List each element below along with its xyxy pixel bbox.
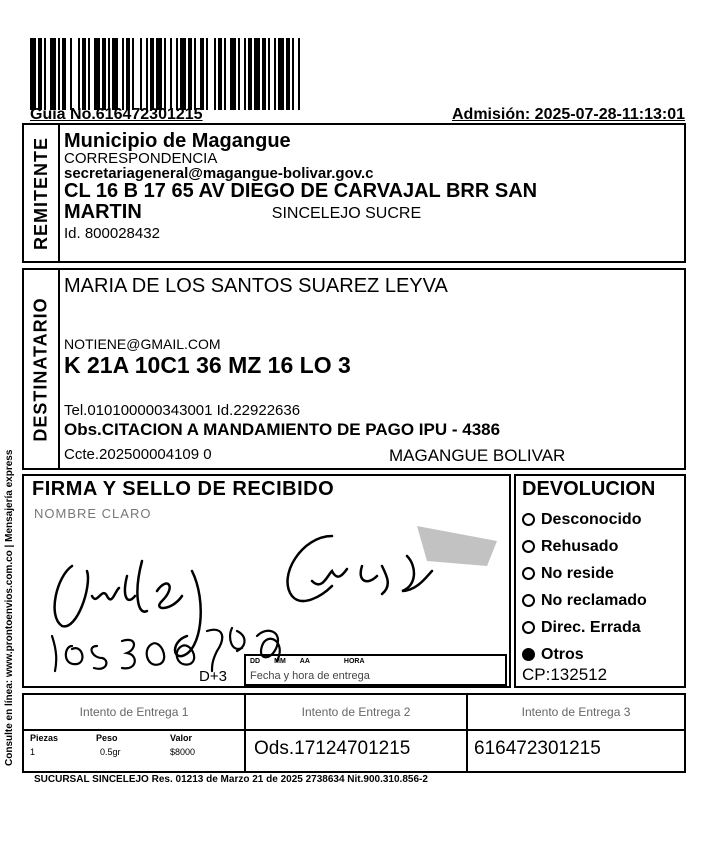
bottom-table — [22, 693, 686, 773]
piezas-value: 1 — [30, 747, 36, 757]
devolucion-options — [522, 506, 647, 668]
barcode-bar — [300, 38, 306, 110]
footer-text: SUCURSAL SINCELEJO Res. 01213 de Marzo 21 de 2025 2738634 Nit.900.310.856-2 — [34, 774, 428, 785]
radio-icon — [522, 540, 535, 553]
barcode — [30, 38, 685, 110]
destinatario-ccte: Ccte.202500004109 0 — [64, 446, 212, 463]
option-no-reside[interactable] — [522, 560, 647, 587]
remitente-dept: CORRESPONDENCIA — [64, 150, 218, 167]
guia-cell — [468, 731, 684, 771]
option-no-reclamado[interactable] — [522, 587, 647, 614]
intento-2: Intento de Entrega 2 — [246, 695, 468, 731]
destinatario-city: MAGANGUE BOLIVAR — [389, 446, 566, 465]
remitente-address-2: MARTIN — [64, 201, 142, 223]
destinatario-content — [64, 274, 680, 464]
radio-icon — [522, 594, 535, 607]
fecha-hora: HORA — [343, 658, 365, 665]
destinatario-tel: Tel.010100000343001 Id.22922636 — [64, 402, 301, 419]
d3-label: D+3 — [199, 668, 227, 685]
destinatario-obs: Obs.CITACION A MANDAMIENTO DE PAGO IPU - 4386 — [64, 420, 501, 439]
remitente-label: REMITENTE — [30, 136, 51, 250]
option-label: No reclamado — [541, 592, 647, 609]
option-otros[interactable] — [522, 641, 647, 668]
fecha-dd: DD — [250, 658, 261, 665]
remitente-city: SINCELEJO SUCRE — [271, 205, 422, 222]
fecha-aa: AA — [299, 658, 310, 665]
ods-cell — [246, 731, 468, 771]
firma-section — [22, 474, 511, 688]
option-label: Rehusado — [541, 538, 619, 555]
admision-label: Admisión: 2025-07-28-11:13:01 — [452, 106, 685, 123]
intento-3: Intento de Entrega 3 — [468, 695, 684, 731]
option-label: No reside — [541, 565, 614, 582]
radio-icon — [522, 513, 535, 526]
destinatario-side-label — [24, 270, 60, 468]
destinatario-section — [22, 268, 686, 470]
guia-number-label: Guia No.616472301215 — [30, 106, 203, 123]
destinatario-email: NOTIENE@GMAIL.COM — [64, 336, 221, 352]
remitente-content — [64, 131, 680, 243]
firma-title: FIRMA Y SELLO DE RECIBIDO — [32, 478, 335, 500]
destinatario-address: K 21A 10C1 36 MZ 16 LO 3 — [64, 352, 351, 378]
peso-label: Peso — [96, 733, 118, 743]
option-label: Otros — [541, 646, 584, 663]
devolucion-section — [514, 474, 686, 688]
option-rehusado[interactable] — [522, 533, 647, 560]
option-label: Desconocido — [541, 511, 642, 528]
valor-label: Valor — [170, 733, 193, 743]
remitente-email: secretariageneral@magangue-bolivar.gov.c — [64, 165, 374, 182]
handwritten-signature — [32, 516, 507, 676]
ods-number: Ods.17124701215 — [254, 738, 411, 759]
guia-number: 616472301215 — [474, 738, 601, 759]
peso-value: 0.5gr — [100, 747, 121, 757]
devolucion-title: DEVOLUCION — [522, 478, 656, 500]
remitente-id: Id. 800028432 — [64, 225, 160, 242]
codigo-postal: CP:132512 — [522, 665, 608, 684]
side-website-text: Consulte en línea: www.prontoenvios.com.co | Mensajería express — [4, 449, 15, 766]
option-label: Direc. Errada — [541, 619, 641, 636]
remitente-side-label — [24, 125, 60, 261]
radio-icon — [522, 567, 535, 580]
radio-checked-icon — [522, 648, 535, 661]
option-desconocido[interactable] — [522, 506, 647, 533]
destinatario-label: DESTINATARIO — [30, 296, 51, 442]
option-direc-errada[interactable] — [522, 614, 647, 641]
fecha-headers — [250, 658, 365, 665]
remitente-address-row — [64, 202, 680, 223]
fecha-hora-box — [244, 654, 507, 686]
nombre-claro-label: NOMBRE CLARO — [34, 506, 152, 521]
remitente-name: Municipio de Magangue — [64, 130, 291, 152]
destinatario-name: MARIA DE LOS SANTOS SUAREZ LEYVA — [64, 275, 448, 297]
intento-1: Intento de Entrega 1 — [24, 695, 246, 731]
radio-icon — [522, 621, 535, 634]
valor-value: $8000 — [170, 747, 196, 757]
remitente-address: CL 16 B 17 65 AV DIEGO DE CARVAJAL BRR SAN — [64, 180, 538, 202]
fecha-mm: MM — [274, 658, 286, 665]
remitente-section — [22, 123, 686, 263]
fecha-text: Fecha y hora de entrega — [250, 670, 370, 682]
detalle-cell — [24, 731, 246, 771]
piezas-label: Piezas — [30, 733, 59, 743]
guide-header — [30, 106, 685, 124]
